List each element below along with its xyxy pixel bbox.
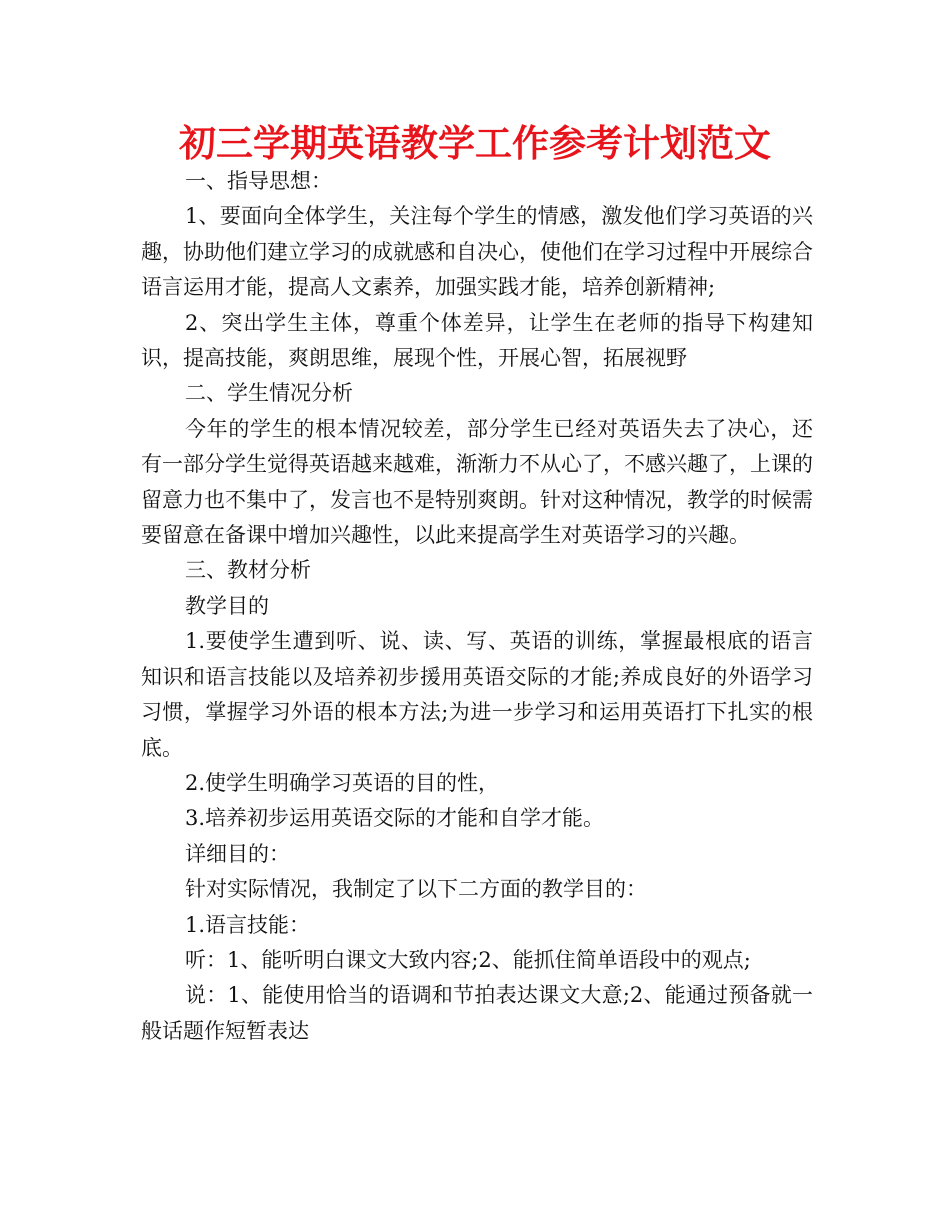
section-heading-textbook-analysis: 三、教材分析 bbox=[185, 558, 311, 583]
paragraph-student-analysis: 今年的学生的根本情况较差，部分学生已经对英语失去了决心，还有一部分学生觉得英语越来越难，渐渐力不从心了，不感兴趣了，上课的留意力也不集中了，发言也不是特别爽朗。针对这种情况，教学的时候需要留意在备课中增加兴趣性，以此来提高学生对英语学习的兴趣。 bbox=[141, 416, 813, 548]
paragraph-detailed-goals-intro: 针对实际情况，我制定了以下二方面的教学目的： bbox=[185, 877, 647, 902]
paragraph-guiding-point-2: 2、突出学生主体，尊重个体差异，让学生在老师的指导下构建知识，提高技能，爽朗思维，展现个性，开展心智，拓展视野 bbox=[141, 310, 813, 371]
paragraph-speaking-skills: 说：1、能使用恰当的语调和节拍表达课文大意;2、能通过预备就一般话题作短暂表达 bbox=[141, 983, 813, 1043]
document-body bbox=[141, 164, 813, 1049]
subheading-teaching-goals: 教学目的 bbox=[185, 593, 269, 618]
paragraph-listening-skills: 听：1、能听明白课文大致内容;2、能抓住简单语段中的观点; bbox=[185, 947, 751, 972]
subheading-language-skills: 1.语言技能： bbox=[185, 912, 311, 937]
paragraph-goal-2: 2.使学生明确学习英语的目的性， bbox=[185, 770, 500, 795]
paragraph-goal-3: 3.培养初步运用英语交际的才能和自学才能。 bbox=[185, 806, 605, 831]
subheading-detailed-goals: 详细目的： bbox=[185, 841, 290, 866]
section-heading-student-analysis: 二、学生情况分析 bbox=[185, 381, 353, 406]
document-title: 初三学期英语教学工作参考计划范文 bbox=[179, 122, 771, 165]
section-heading-guiding-ideology: 一、指导思想： bbox=[185, 169, 332, 193]
paragraph-goal-1: 1.要使学生遭到听、说、读、写、英语的训练，掌握最根底的语言知识和语言技能以及培养初步援用英语交际的才能;养成良好的外语学习习惯，掌握学习外语的根本方法;为进一步学习和运用英语打下扎实的根底。 bbox=[141, 629, 813, 760]
paragraph-guiding-point-1: 1、要面向全体学生，关注每个学生的情感，激发他们学习英语的兴趣，协助他们建立学习的成就感和自决心，使他们在学习过程中开展综合语言运用才能，提高人文素养，加强实践才能，培养创新精神; bbox=[141, 204, 813, 300]
